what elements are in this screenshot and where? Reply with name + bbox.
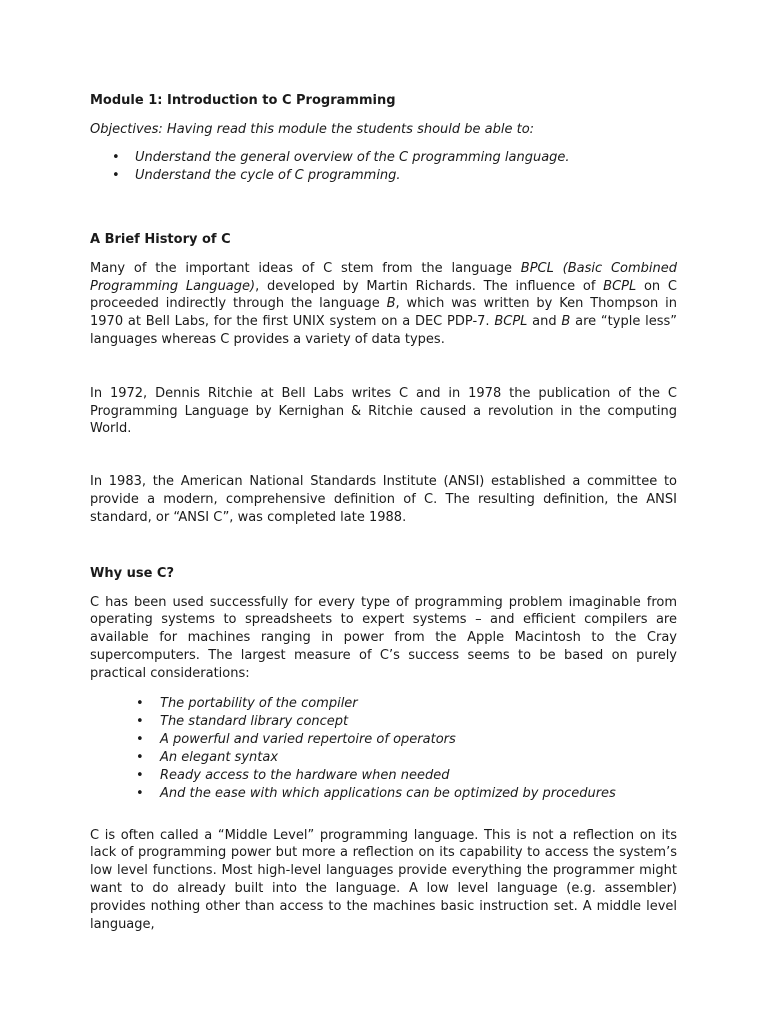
list-item: • And the ease with which applications can be optimized by procedures <box>136 785 616 801</box>
list-item: • The portability of the compiler <box>136 695 358 711</box>
objectives-list <box>90 149 677 185</box>
list-item: • An elegant syntax <box>136 749 279 765</box>
list-item: • A powerful and varied repertoire of operators <box>136 731 456 747</box>
history-heading: A Brief History of C <box>90 231 231 247</box>
list-item: • Ready access to the hardware when needed <box>136 767 450 783</box>
bullet-icon: • <box>136 695 144 711</box>
bullet-icon: • <box>136 731 144 747</box>
list-item: • Understand the general overview of the C programming language. <box>112 149 570 165</box>
bullet-icon: • <box>112 167 120 183</box>
list-item: • Understand the cycle of C programming. <box>112 167 401 183</box>
module-title: Module 1: Introduction to C Programming <box>90 93 396 108</box>
why-paragraph-1: C has been used successfully for every type of programming problem imaginable from operating systems to spreadsheets to expert systems – and efficient compilers are available for machines ranging in power from the Apple Macintosh to the Cray supercomputers. The largest measure of C’s success seems to be based on purely practical considerations: <box>90 594 677 681</box>
list-item: • The standard library concept <box>136 713 349 729</box>
bullet-icon: • <box>136 785 144 801</box>
bullet-icon: • <box>136 713 144 729</box>
history-paragraph-2: In 1972, Dennis Ritchie at Bell Labs writes C and in 1978 the publication of the C Programming Language by Kernighan & Ritchie caused a revolution in the computing World. <box>90 385 677 437</box>
bullet-icon: • <box>112 149 120 165</box>
considerations-list <box>90 695 677 803</box>
document-body <box>90 92 677 933</box>
why-heading: Why use C? <box>90 565 175 581</box>
history-paragraph-3: In 1983, the American National Standards Institute (ANSI) established a committee to provide a modern, comprehensive definition of C. The resulting definition, the ANSI standard, or “ANSI C”, was completed late 1988. <box>90 474 677 525</box>
why-paragraph-2: C is often called a “Middle Level” programming language. This is not a reflection on its lack of programming power but more a reflection on its capability to access the system’s low level functions. Most high-level languages provide everything the programmer might want to do already built into the language. A low level language (e.g. assembler) provides nothing other than access to the machines basic instruction set. A middle level language, <box>90 827 677 932</box>
objectives-intro: Objectives: Having read this module the students should be able to: <box>90 122 535 137</box>
bullet-icon: • <box>136 767 144 783</box>
bullet-icon: • <box>136 749 144 765</box>
history-paragraph-1: Many of the important ideas of C stem from the language BPCL (Basic Combined Programming Language), developed by Martin Richards. The influence of BCPL on C proceeded indirectly through the language B, which was written by Ken Thompson in 1970 at Bell Labs, for the first UNIX system on a DEC PDP-7. BCPL and B are “typle less” languages whereas C provides a variety of data types. <box>90 260 677 347</box>
